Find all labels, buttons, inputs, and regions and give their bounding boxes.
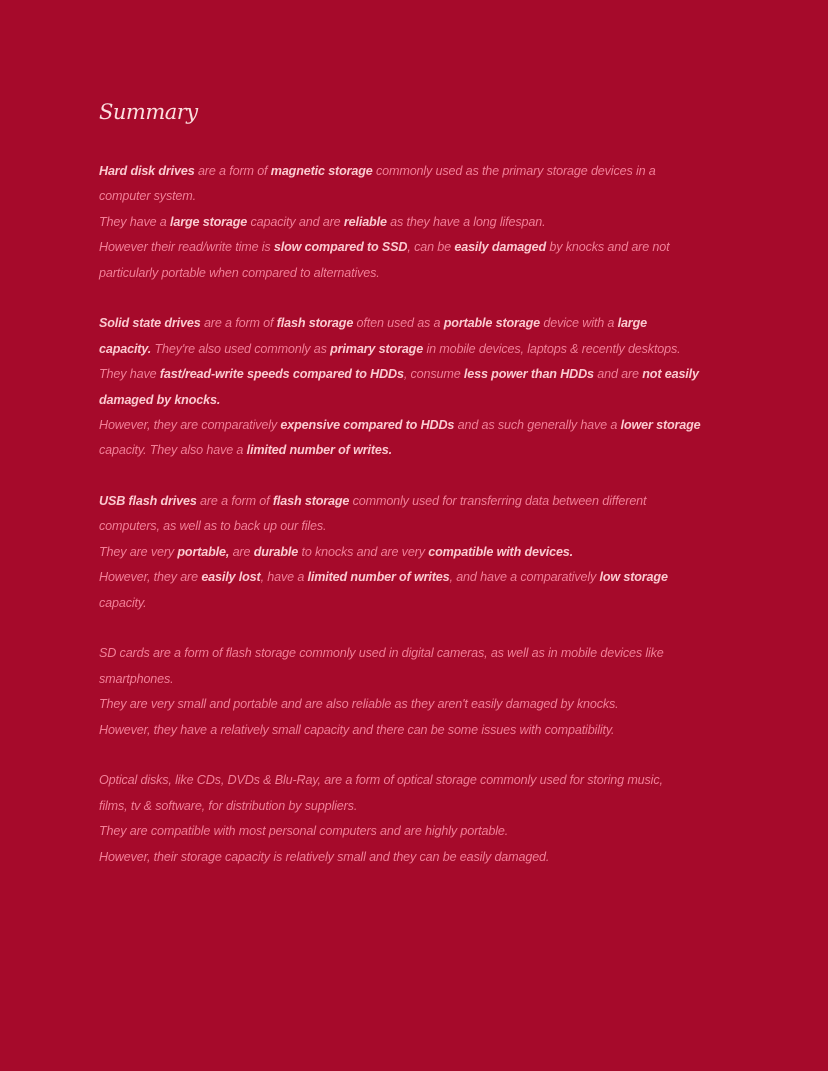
emphasized-text: Hard disk drives xyxy=(99,164,195,178)
text-line xyxy=(99,413,749,438)
paragraph-solid-state-drives xyxy=(99,311,749,463)
text-line xyxy=(99,641,749,666)
emphasized-text: not easily xyxy=(642,367,699,382)
emphasized-text: flash storage xyxy=(276,316,354,331)
text-line xyxy=(99,184,749,209)
text-line xyxy=(99,514,749,539)
text-segment: to knocks and are very xyxy=(298,544,429,559)
emphasized-text: less power than HDDs xyxy=(463,367,594,382)
text-segment: capacity. xyxy=(99,595,147,610)
text-line xyxy=(99,768,749,793)
text-segment: They're also used commonly as xyxy=(151,341,331,356)
emphasized-text: compatible with devices. xyxy=(428,544,574,559)
text-line xyxy=(99,692,749,717)
text-line xyxy=(99,337,749,362)
text-segment: They have xyxy=(99,367,160,382)
emphasized-text: low storage xyxy=(599,570,668,585)
text-line xyxy=(99,845,749,870)
text-line xyxy=(99,540,749,565)
text-segment: and are xyxy=(593,367,643,382)
emphasized-text: primary storage xyxy=(330,341,424,356)
text-segment: particularly portable when compared to alternatives. xyxy=(99,265,380,280)
text-line xyxy=(99,565,749,590)
emphasized-text: lower storage xyxy=(620,417,701,432)
text-line xyxy=(99,159,749,184)
text-segment: commonly used for transferring data between different xyxy=(349,494,647,509)
text-line xyxy=(99,210,749,235)
paragraph-optical-disks xyxy=(99,768,749,870)
text-segment: by knocks and are not xyxy=(546,240,670,255)
text-segment: are xyxy=(229,544,254,559)
text-segment: smartphones. xyxy=(99,671,174,686)
text-segment: However, their storage capacity is relatively small and they can be easily damaged. xyxy=(99,849,550,864)
emphasized-text: large storage xyxy=(170,214,248,229)
emphasized-text: flash storage xyxy=(272,494,350,509)
text-segment: They are very xyxy=(99,544,178,559)
text-segment: commonly used as the primary storage devices in a xyxy=(372,164,656,178)
emphasized-text: expensive compared to HDDs xyxy=(280,417,455,432)
paragraph-hard-disk-drives xyxy=(99,159,749,286)
text-line xyxy=(99,718,749,743)
text-segment: However their read/write time is xyxy=(99,240,274,255)
emphasized-text: fast/read-write speeds compared to HDDs xyxy=(159,367,404,382)
emphasized-text: Solid state drives xyxy=(99,316,201,331)
text-segment: However, they have a relatively small capacity and there can be some issues with compatibility. xyxy=(99,722,615,737)
emphasized-text: portable storage xyxy=(443,316,541,331)
text-segment: films, tv & software, for distribution by suppliers. xyxy=(99,798,358,813)
text-line xyxy=(99,388,749,413)
emphasized-text: capacity. xyxy=(99,341,152,356)
emphasized-text: easily lost xyxy=(201,570,261,585)
text-line xyxy=(99,591,749,616)
text-segment: Optical disks, like CDs, DVDs & Blu-Ray, are a form of optical storage commonly used for storing music, xyxy=(99,773,663,788)
emphasized-text: durable xyxy=(253,544,299,559)
emphasized-text: slow compared to SSD xyxy=(273,240,408,255)
text-line xyxy=(99,311,749,336)
text-segment: They have a xyxy=(99,214,171,229)
text-segment: They are very small and portable and are also reliable as they aren't easily damaged by knocks. xyxy=(99,697,619,712)
text-segment: computer system. xyxy=(99,189,196,204)
text-line xyxy=(99,489,749,514)
text-segment: device with a xyxy=(540,316,618,331)
emphasized-text: limited number of writes xyxy=(307,570,450,585)
text-line xyxy=(99,667,749,692)
text-segment: , consume xyxy=(403,367,464,382)
text-segment: are a form of xyxy=(194,164,271,178)
page-title: Summary xyxy=(99,100,198,124)
emphasized-text: portable, xyxy=(177,544,230,559)
text-segment: capacity and are xyxy=(247,214,344,229)
text-segment: They are compatible with most personal computers and are highly portable. xyxy=(99,824,509,839)
text-segment: SD cards are a form of flash storage commonly used in digital cameras, as well as in mobile devices like xyxy=(99,646,664,661)
text-segment: are a form of xyxy=(200,316,277,331)
paragraph-usb-flash-drives xyxy=(99,489,749,616)
text-segment: capacity. They also have a xyxy=(99,443,247,458)
emphasized-text: USB flash drives xyxy=(99,494,197,509)
text-segment: computers, as well as to back up our files. xyxy=(99,519,327,534)
text-line xyxy=(99,235,749,260)
text-line xyxy=(99,794,749,819)
text-segment: , can be xyxy=(407,240,455,255)
text-line xyxy=(99,438,749,463)
emphasized-text: reliable xyxy=(343,214,387,229)
text-line xyxy=(99,362,749,387)
text-segment: and as such generally have a xyxy=(454,417,621,432)
text-line xyxy=(99,819,749,844)
text-segment: , and have a comparatively xyxy=(449,570,600,585)
emphasized-text: damaged by knocks. xyxy=(99,392,221,407)
emphasized-text: easily damaged xyxy=(454,240,547,255)
text-segment: , have a xyxy=(260,570,308,585)
emphasized-text: large xyxy=(617,316,647,331)
text-segment: often used as a xyxy=(353,316,444,331)
summary-content xyxy=(99,159,749,895)
text-segment: However, they are xyxy=(99,570,202,585)
emphasized-text: limited number of writes. xyxy=(246,443,392,458)
text-segment: as they have a long lifespan. xyxy=(386,214,546,229)
text-line xyxy=(99,261,749,286)
emphasized-text: magnetic storage xyxy=(270,164,373,178)
paragraph-sd-cards xyxy=(99,641,749,743)
text-segment: are a form of xyxy=(196,494,273,509)
text-segment: in mobile devices, laptops & recently desktops. xyxy=(423,341,681,356)
text-segment: However, they are comparatively xyxy=(99,417,281,432)
